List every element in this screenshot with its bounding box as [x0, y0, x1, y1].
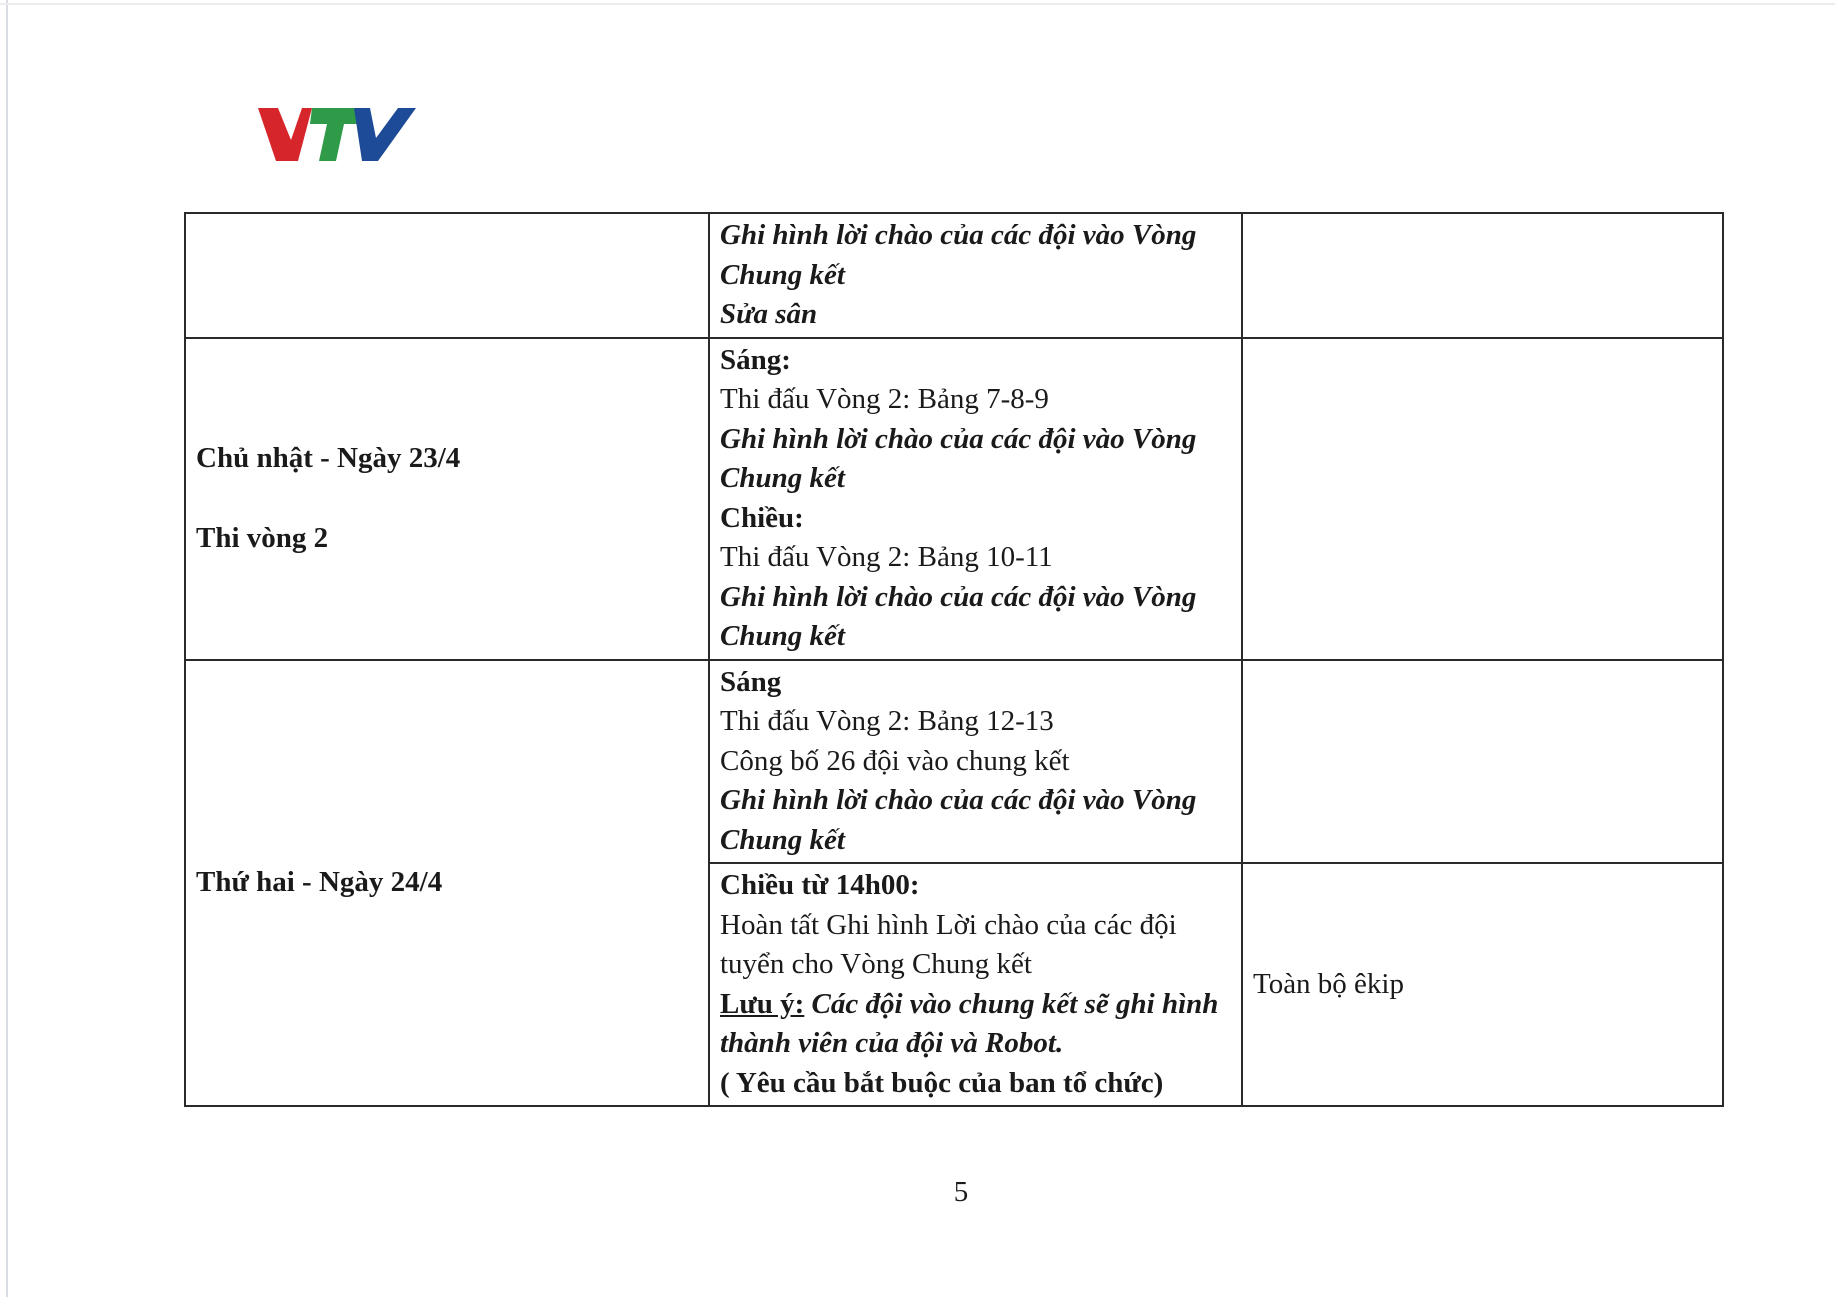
activity-cell — [709, 660, 1242, 864]
page-number: 5 — [953, 1176, 969, 1208]
day-gap — [196, 479, 698, 519]
vtv-logo-v-red — [258, 108, 312, 161]
responsible-cell-empty — [1242, 338, 1723, 660]
morning-match: Thi đấu Vòng 2: Bảng 12-13 — [720, 705, 1054, 737]
note-label: Lưu ý: — [720, 987, 805, 1020]
activity-cell — [709, 863, 1242, 1106]
responsible-text: Toàn bộ êkip — [1253, 967, 1404, 1000]
day-cell — [185, 660, 709, 1107]
scan-edge-left — [6, 0, 8, 1297]
afternoon-label: Chiều: — [720, 501, 804, 534]
morning-label: Sáng: — [720, 343, 791, 376]
finalists-announcement: Công bố 26 đội vào chung kết — [720, 744, 1070, 777]
responsible-cell — [1242, 863, 1723, 1106]
activity-cell — [709, 338, 1242, 660]
day-label: Thứ hai - Ngày 24/4 — [196, 866, 443, 898]
afternoon-match: Thi đấu Vòng 2: Bảng 10-11 — [720, 541, 1053, 573]
responsible-cell-empty — [1242, 660, 1723, 864]
schedule-row — [185, 660, 1723, 864]
activity-cell — [709, 213, 1242, 338]
schedule-row — [185, 338, 1723, 660]
vtv-logo-t-green — [310, 108, 362, 161]
schedule-table — [184, 212, 1724, 1107]
scan-edge-top — [0, 3, 1835, 5]
day-cell-empty — [185, 213, 709, 338]
day-label: Chủ nhật - Ngày 23/4 — [196, 442, 461, 474]
morning-recording: Ghi hình lời chào của các đội vào Vòng Chung kết — [720, 784, 1197, 856]
recording-text: Ghi hình lời chào của các đội vào Vòng Chung kết — [720, 219, 1197, 291]
vtv-logo — [258, 106, 416, 162]
note — [720, 985, 1231, 1064]
schedule-row — [185, 213, 1723, 338]
stage-label: Thi vòng 2 — [196, 521, 329, 554]
note-text: Các đội vào chung kết sẽ ghi hình thành viên của đội và Robot. — [720, 987, 1219, 1059]
morning-recording: Ghi hình lời chào của các đội vào Vòng Chung kết — [720, 422, 1197, 494]
requirement-text: ( Yêu cầu bắt buộc của ban tổ chức) — [720, 1066, 1164, 1099]
vtv-logo-v-blue — [354, 108, 416, 161]
afternoon-text: Hoàn tất Ghi hình Lời chào của các đội tuyển cho Vòng Chung kết — [720, 908, 1177, 980]
afternoon-recording: Ghi hình lời chào của các đội vào Vòng Chung kết — [720, 580, 1197, 652]
responsible-cell-empty — [1242, 213, 1723, 338]
afternoon-label: Chiều từ 14h00: — [720, 869, 920, 901]
field-repair-text: Sửa sân — [720, 298, 818, 330]
day-cell — [185, 338, 709, 660]
morning-label: Sáng — [720, 665, 782, 698]
morning-match: Thi đấu Vòng 2: Bảng 7-8-9 — [720, 383, 1049, 415]
